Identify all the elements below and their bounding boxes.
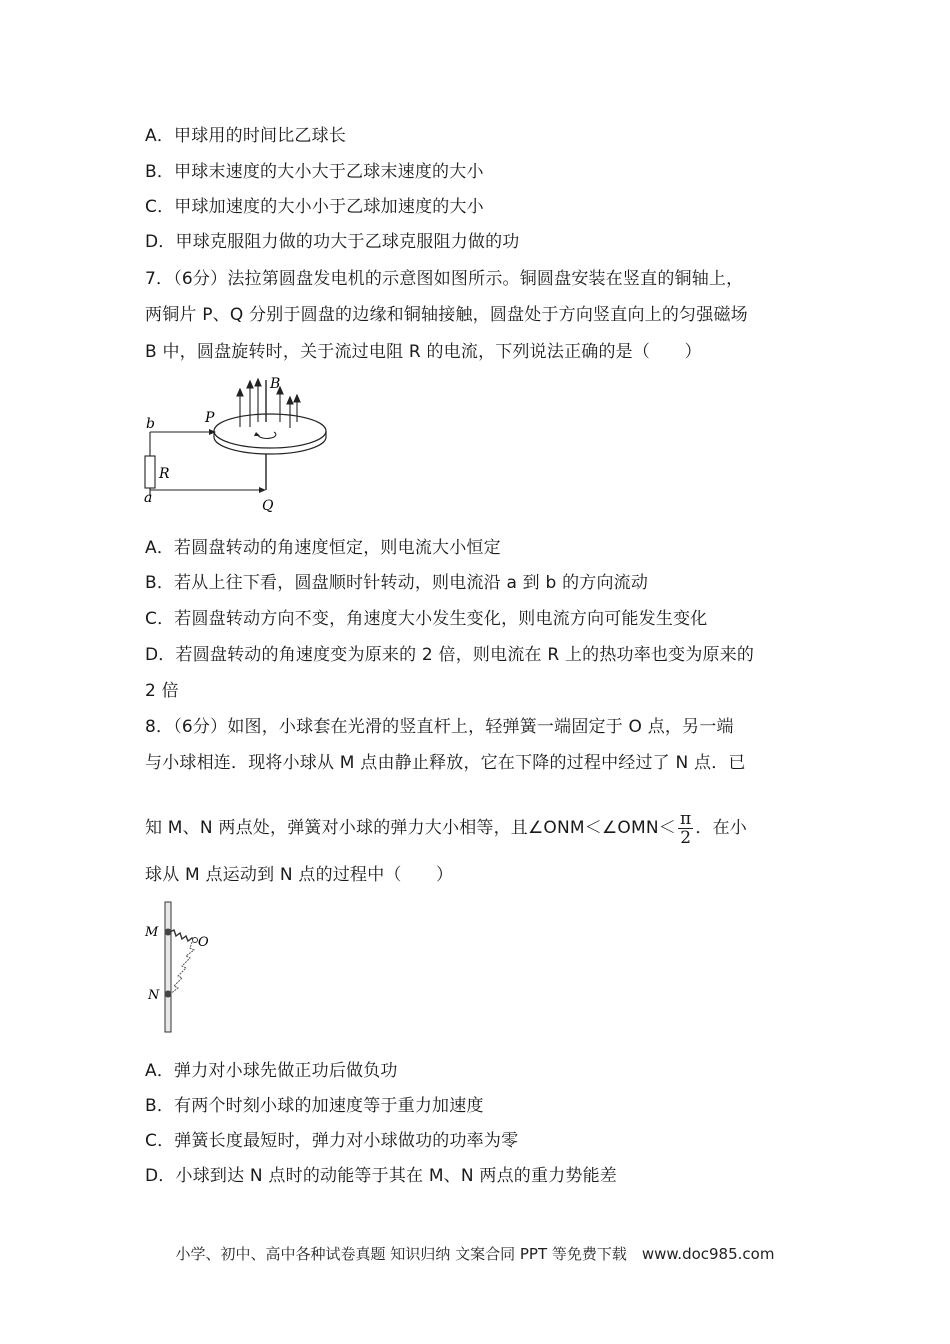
fraction-denominator: 2 — [680, 827, 692, 848]
q7-option-a: A．若圆盘转动的角速度恒定，则电流大小恒定 — [145, 538, 501, 558]
q7-option-c: C．若圆盘转动方向不变，角速度大小发生变化，则电流方向可能发生变化 — [145, 609, 708, 629]
q8-option-d: D．小球到达 N 点时的动能等于其在 M、N 两点的重力势能差 — [145, 1166, 618, 1186]
q7-stem-line3: B 中，圆盘旋转时，关于流过电阻 R 的电流，下列说法正确的是（ ） — [145, 342, 702, 362]
q8-stem-line3-pre: 知 M、N 两点处，弹簧对小球的弹力大小相等，且∠ONM＜∠OMN＜ — [145, 818, 677, 838]
label-a: a — [144, 490, 153, 506]
faraday-disk-figure — [140, 372, 340, 522]
q8-stem-line3-post: ．在小 — [695, 818, 747, 838]
page-footer: 小学、初中、高中各种试卷真题 知识归纳 文案合同 PPT 等免费下载 www.doc985.com — [175, 1245, 775, 1263]
q6-option-c: C．甲球加速度的大小小于乙球加速度的大小 — [145, 197, 484, 217]
label-m: M — [145, 925, 159, 940]
label-b: b — [146, 416, 155, 432]
pi-over-two-fraction — [678, 810, 693, 847]
q7-option-d-line1: D．若圆盘转动的角速度变为原来的 2 倍，则电流在 R 上的热功率也变为原来的 — [145, 645, 755, 665]
label-r: R — [159, 466, 170, 482]
q8-stem-line2: 与小球相连．现将小球从 M 点由静止释放，它在下降的过程中经过了 N 点．已 — [145, 753, 746, 773]
q8-stem-line1: 8．（6分）如图，小球套在光滑的竖直杆上，轻弹簧一端固定于 O 点，另一端 — [145, 717, 734, 737]
fraction-numerator: π — [680, 808, 692, 829]
q8-stem-line3 — [145, 808, 747, 848]
q8-option-b: B．有两个时刻小球的加速度等于重力加速度 — [145, 1096, 484, 1116]
q8-stem-line4: 球从 M 点运动到 N 点的过程中（ ） — [145, 865, 454, 885]
label-n: N — [148, 988, 160, 1003]
q6-option-a: A．甲球用的时间比乙球长 — [145, 126, 347, 146]
label-field-b: B — [270, 376, 281, 392]
q7-stem-line2: 两铜片 P、Q 分别于圆盘的边缘和铜轴接触，圆盘处于方向竖直向上的匀强磁场 — [145, 305, 748, 325]
q6-option-d: D．甲球克服阻力做的功大于乙球克服阻力做的功 — [145, 232, 520, 252]
label-o: O — [198, 935, 209, 950]
label-p: P — [205, 410, 215, 426]
q7-stem-line1: 7．（6分）法拉第圆盘发电机的示意图如图所示。铜圆盘安装在竖直的铜轴上， — [145, 269, 744, 289]
q6-option-b: B．甲球末速度的大小大于乙球末速度的大小 — [145, 162, 484, 182]
q8-option-c: C．弹簧长度最短时，弹力对小球做功的功率为零 — [145, 1131, 519, 1151]
spring-rod-figure — [140, 898, 220, 1038]
q8-option-a: A．弹力对小球先做正功后做负功 — [145, 1061, 398, 1081]
q7-option-b: B．若从上往下看，圆盘顺时针转动，则电流沿 a 到 b 的方向流动 — [145, 573, 649, 593]
q7-option-d-line2: 2 倍 — [145, 681, 179, 701]
label-q: Q — [262, 498, 274, 514]
